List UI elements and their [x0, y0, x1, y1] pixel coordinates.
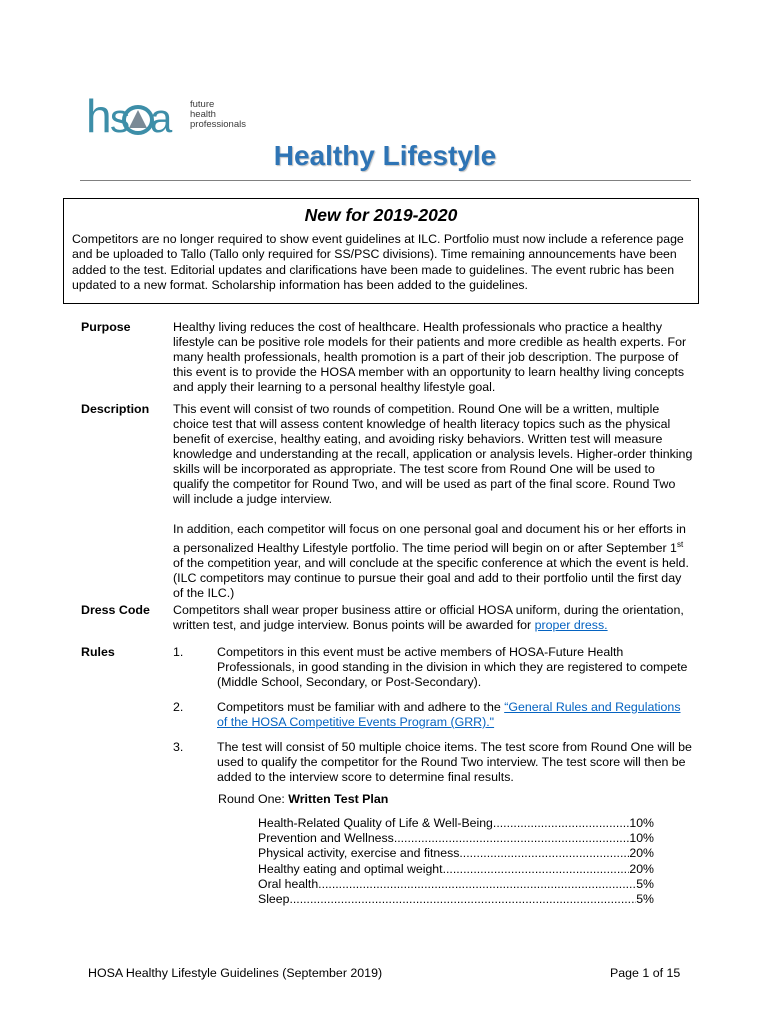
description-p2-part-b: of the competition year, and will conclude at the specific conference at which the event is held. (ILC competitors may continue to pursue their goal and add to their portfolio until the first day of the ILC.): [173, 556, 689, 601]
test-plan-topic: Physical activity, exercise and fitness: [258, 846, 460, 861]
description-paragraph-1: This event will consist of two rounds of competition. Round One will be a written, multiple choice test that will assess content knowledge of health literacy topics such as the physical benefit of exercise, healthy eating, and avoiding risky behaviors. Written test will measure knowledge and understanding at the recall, application or analysis levels. Higher-order thinking skills will be incorporated as appropriate. The test score from Round One will be used to qualify the competitor for Round Two, and will be used as part of the final score. Round Two will include a judge interview.: [173, 402, 693, 506]
description-paragraph-2: [173, 522, 693, 601]
rule-text: The test will consist of 50 multiple choice items. The test score from Round One will be used to qualify the competitor for the Round Two interview. The test score will then be added to the interview score to determine final results.: [217, 740, 692, 784]
hosa-logo-triangle: [129, 110, 147, 128]
test-plan-percent: 20%: [629, 861, 654, 876]
test-plan-row: [258, 846, 654, 861]
test-plan-topic: Healthy eating and optimal weight: [258, 861, 443, 876]
description-p2-part-a: In addition, each competitor will focus on one personal goal and document his or her efforts in a personalized Healthy Lifestyle portfolio. The time period will begin on or after September 1: [173, 522, 686, 556]
rules-label: Rules: [81, 645, 115, 659]
grr-link[interactable]: “General Rules and Regulations of the HOSA Competitive Events Program (GRR).": [217, 700, 681, 729]
tagline-line: future: [190, 99, 215, 110]
test-plan-row: [258, 831, 654, 846]
rule-text: Competitors in this event must be active members of HOSA-Future Health Professionals, in good standing in the division in which they are registered to compete (Middle School, Secondary, or Post-Secondary).: [217, 645, 688, 689]
test-plan-percent: 10%: [629, 816, 654, 830]
test-plan-percent: 5%: [636, 892, 654, 907]
rule-number: 3.: [173, 740, 184, 754]
new-for-heading: New for 2019-2020: [304, 205, 458, 225]
hosa-wordmark-s: s: [110, 97, 129, 140]
proper-dress-link[interactable]: proper dress.: [534, 618, 608, 632]
hosa-wordmark-a: a: [150, 97, 173, 140]
purpose-label: Purpose: [81, 320, 131, 334]
dress-code-sentence: Competitors shall wear proper business attire or official HOSA uniform, during the orientation, written test, and judge interview. Bonus points will be awarded for: [173, 603, 684, 632]
leader-dots: [318, 877, 636, 892]
leader-dots: [394, 831, 630, 846]
page-title: Healthy Lifestyle: [273, 140, 497, 171]
footer-page-number: Page 1 of 15: [610, 966, 681, 980]
test-plan-row: [258, 862, 654, 877]
rule-number: 1.: [173, 645, 184, 659]
leader-dots: [443, 862, 630, 877]
purpose-text: Healthy living reduces the cost of healthcare. Health professionals who practice a healthy lifestyle can be positive role models for their patients and more credible as health experts. For many health professionals, health promotion is a part of their job description. The purpose of this event is to provide the HOSA member with an opportunity to learn healthy living concepts and apply their learning to a personal healthy lifestyle goal.: [173, 320, 687, 394]
test-plan-row: [258, 892, 654, 907]
test-plan-topic: Sleep: [258, 892, 290, 907]
superscript-st: st: [676, 540, 684, 549]
test-plan-row: [258, 816, 654, 831]
test-plan-topic: Oral health: [258, 876, 319, 891]
leader-dots: [459, 846, 629, 861]
new-for-box: [63, 198, 699, 304]
test-plan-percent: 10%: [629, 831, 654, 846]
test-plan-title: Written Test Plan: [288, 792, 389, 806]
test-plan-percent: 5%: [636, 876, 654, 891]
leader-dots: [493, 816, 629, 831]
test-plan-prefix: Round One:: [218, 792, 289, 806]
dress-code-label: Dress Code: [81, 603, 150, 617]
tagline-line: health: [190, 109, 216, 120]
dress-code-body: [173, 603, 693, 648]
test-plan-percent: 20%: [629, 846, 654, 861]
description-label: Description: [81, 402, 150, 416]
test-plan-heading: [218, 792, 388, 806]
logo-tagline: [190, 100, 260, 130]
footer-document-title: HOSA Healthy Lifestyle Guidelines (September 2019): [88, 966, 383, 980]
new-for-text: Competitors are no longer required to show event guidelines at ILC. Portfolio must now include a reference page and be uploaded to Tallo (Tallo only required for SS/PSC divisions). Time remaining announcements have been added to the test. Editorial updates and clarifications have been made to guidelines. The event rubric has been updated to a new format. Scholarship information has been added to the guidelines.: [72, 232, 684, 293]
test-plan-list: [258, 816, 654, 907]
purpose-body: [173, 320, 693, 410]
rule-text: [217, 700, 693, 730]
test-plan-topic: Health-Related Quality of Life & Well-Being: [258, 816, 493, 830]
test-plan-topic: Prevention and Wellness: [258, 831, 394, 846]
tagline-line: professionals: [190, 119, 246, 130]
rule-number: 2.: [173, 700, 184, 714]
rule-2-sentence: Competitors must be familiar with and adhere to the: [217, 700, 505, 714]
hosa-wordmark: h: [86, 90, 110, 140]
test-plan-row: [258, 877, 654, 892]
dress-code-text: [173, 603, 693, 633]
title-divider: [80, 180, 691, 181]
description-body: [173, 402, 693, 616]
leader-dots: [289, 892, 636, 907]
